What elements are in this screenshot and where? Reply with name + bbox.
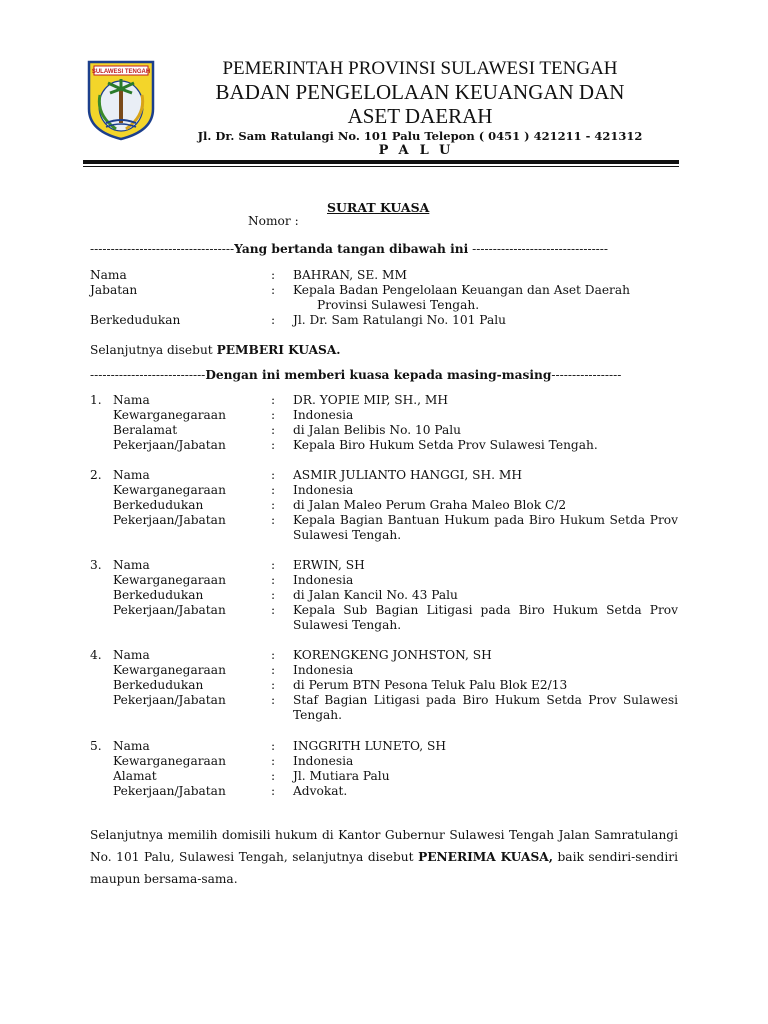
giver-position: Kepala Badan Pengelolaan Keuangan dan Aset Daerah — [293, 283, 630, 297]
header-government: PEMERINTAH PROVINSI SULAWESI TENGAH — [222, 58, 618, 79]
header-agency-line2: ASET DAERAH — [347, 104, 493, 128]
recipient-job: Kepala Biro Hukum Setda Prov Sulawesi Tengah. — [293, 438, 598, 452]
giver-position-continued: Provinsi Sulawesi Tengah. — [317, 298, 480, 312]
recipient-name-label: Nama — [113, 468, 150, 482]
recipient-citizenship: Indonesia — [293, 483, 354, 497]
colon: : — [271, 483, 276, 497]
svg-text:SULAWESI TENGAH: SULAWESI TENGAH — [91, 69, 151, 76]
recipient-citizenship: Indonesia — [293, 754, 354, 768]
recipient-number: 1. — [90, 393, 102, 407]
colon: : — [271, 313, 276, 327]
recipient-address-label: Berkedudukan — [113, 588, 204, 602]
recipient-job: Staf Bagian Litigasi pada Biro Hukum Setda Prov Sulawesi Tengah. — [293, 693, 678, 722]
recipient-name: ERWIN, SH — [293, 558, 365, 572]
recipient-address: di Jalan Maleo Perum Graha Maleo Blok C/2 — [293, 498, 567, 512]
recipient-name-label: Nama — [113, 648, 150, 662]
recipient-job: Kepala Sub Bagian Litigasi pada Biro Hukum Setda Prov Sulawesi Tengah. — [293, 603, 678, 632]
recipient-citizenship-label: Kewarganegaraan — [113, 754, 226, 768]
recipient-address-label: Beralamat — [113, 423, 178, 437]
recipient-job-label: Pekerjaan/Jabatan — [113, 603, 226, 617]
colon: : — [271, 423, 276, 437]
colon: : — [271, 678, 276, 692]
recipient-name: INGGRITH LUNETO, SH — [293, 739, 446, 753]
giver-domicile: Jl. Dr. Sam Ratulangi No. 101 Palu — [293, 313, 506, 327]
recipient-job-label: Pekerjaan/Jabatan — [113, 438, 226, 452]
recipient-citizenship: Indonesia — [293, 573, 354, 587]
colon: : — [271, 754, 276, 768]
letter-title: SURAT KUASA — [327, 200, 430, 215]
recipient-name-label: Nama — [113, 558, 150, 572]
recipient-citizenship-label: Kewarganegaraan — [113, 663, 226, 677]
recipient-job: Kepala Bagian Bantuan Hukum pada Biro Hukum Setda Prov Sulawesi Tengah. — [293, 513, 678, 542]
colon: : — [271, 498, 276, 512]
recipient-name: KORENGKENG JONHSTON, SH — [293, 648, 492, 662]
recipient-citizenship-label: Kewarganegaraan — [113, 483, 226, 497]
colon: : — [271, 784, 276, 798]
colon: : — [271, 588, 276, 602]
colon: : — [271, 408, 276, 422]
colon: : — [271, 283, 276, 297]
giver-name: BAHRAN, SE. MM — [293, 268, 407, 282]
giver-position-label: Jabatan — [90, 283, 138, 297]
recipient-address-label: Berkedudukan — [113, 498, 204, 512]
colon: : — [271, 573, 276, 587]
recipient-number: 3. — [90, 558, 102, 572]
recipient-address: di Jalan Kancil No. 43 Palu — [293, 588, 458, 602]
letter-number-label: Nomor : — [248, 214, 299, 228]
giver-designation: Selanjutnya disebut PEMBERI KUASA. — [90, 343, 341, 357]
colon: : — [271, 438, 276, 452]
colon: : — [271, 513, 276, 527]
recipient-name-label: Nama — [113, 739, 150, 753]
recipient-name: DR. YOPIE MIP, SH., MH — [293, 393, 448, 407]
recipient-address: di Perum BTN Pesona Teluk Palu Blok E2/13 — [293, 678, 568, 692]
colon: : — [271, 558, 276, 572]
recipient-number: 5. — [90, 739, 102, 753]
recipient-name: ASMIR JULIANTO HANGGI, SH. MH — [293, 468, 522, 482]
colon: : — [271, 693, 276, 707]
colon: : — [271, 603, 276, 617]
header-agency-line1: BADAN PENGELOLAAN KEUANGAN DAN — [215, 80, 625, 104]
header-divider-thin — [83, 166, 679, 167]
colon: : — [271, 268, 276, 282]
section-separator-recipients: ----------------------------Dengan ini memberi kuasa kepada masing-masing----------------- — [90, 368, 622, 382]
colon: : — [271, 648, 276, 662]
section-separator-signatory: -----------------------------------Yang bertanda tangan dibawah ini --------------------------------- — [90, 242, 609, 256]
colon: : — [271, 769, 276, 783]
recipient-address-label: Berkedudukan — [113, 678, 204, 692]
recipient-address: Jl. Mutiara Palu — [293, 769, 390, 783]
recipient-citizenship: Indonesia — [293, 408, 354, 422]
header-city: PALU — [378, 143, 462, 158]
recipient-citizenship-label: Kewarganegaraan — [113, 408, 226, 422]
recipient-citizenship: Indonesia — [293, 663, 354, 677]
colon: : — [271, 468, 276, 482]
recipient-number: 2. — [90, 468, 102, 482]
recipient-address: di Jalan Belibis No. 10 Palu — [293, 423, 461, 437]
giver-domicile-label: Berkedudukan — [90, 313, 181, 327]
recipient-job: Advokat. — [293, 784, 348, 798]
provincial-emblem-logo — [86, 59, 156, 141]
recipient-job-label: Pekerjaan/Jabatan — [113, 784, 226, 798]
recipient-name-label: Nama — [113, 393, 150, 407]
closing-paragraph: Selanjutnya memilih domisili hukum di Kantor Gubernur Sulawesi Tengah Jalan Samratulangi No. 101 Palu, Sulawesi Tengah, selanjutnya disebut PENERIMA KUASA, baik sendiri-sendiri maupun bersama-sama. — [90, 828, 678, 886]
recipient-address-label: Alamat — [113, 769, 157, 783]
recipient-citizenship-label: Kewarganegaraan — [113, 573, 226, 587]
recipient-number: 4. — [90, 648, 102, 662]
giver-name-label: Nama — [90, 268, 127, 282]
header-address: Jl. Dr. Sam Ratulangi No. 101 Palu Telepon ( 0451 ) 421211 - 421312 — [197, 129, 643, 143]
colon: : — [271, 393, 276, 407]
colon: : — [271, 739, 276, 753]
recipient-job-label: Pekerjaan/Jabatan — [113, 693, 226, 707]
header-divider-thick — [83, 160, 679, 164]
recipient-job-label: Pekerjaan/Jabatan — [113, 513, 226, 527]
colon: : — [271, 663, 276, 677]
